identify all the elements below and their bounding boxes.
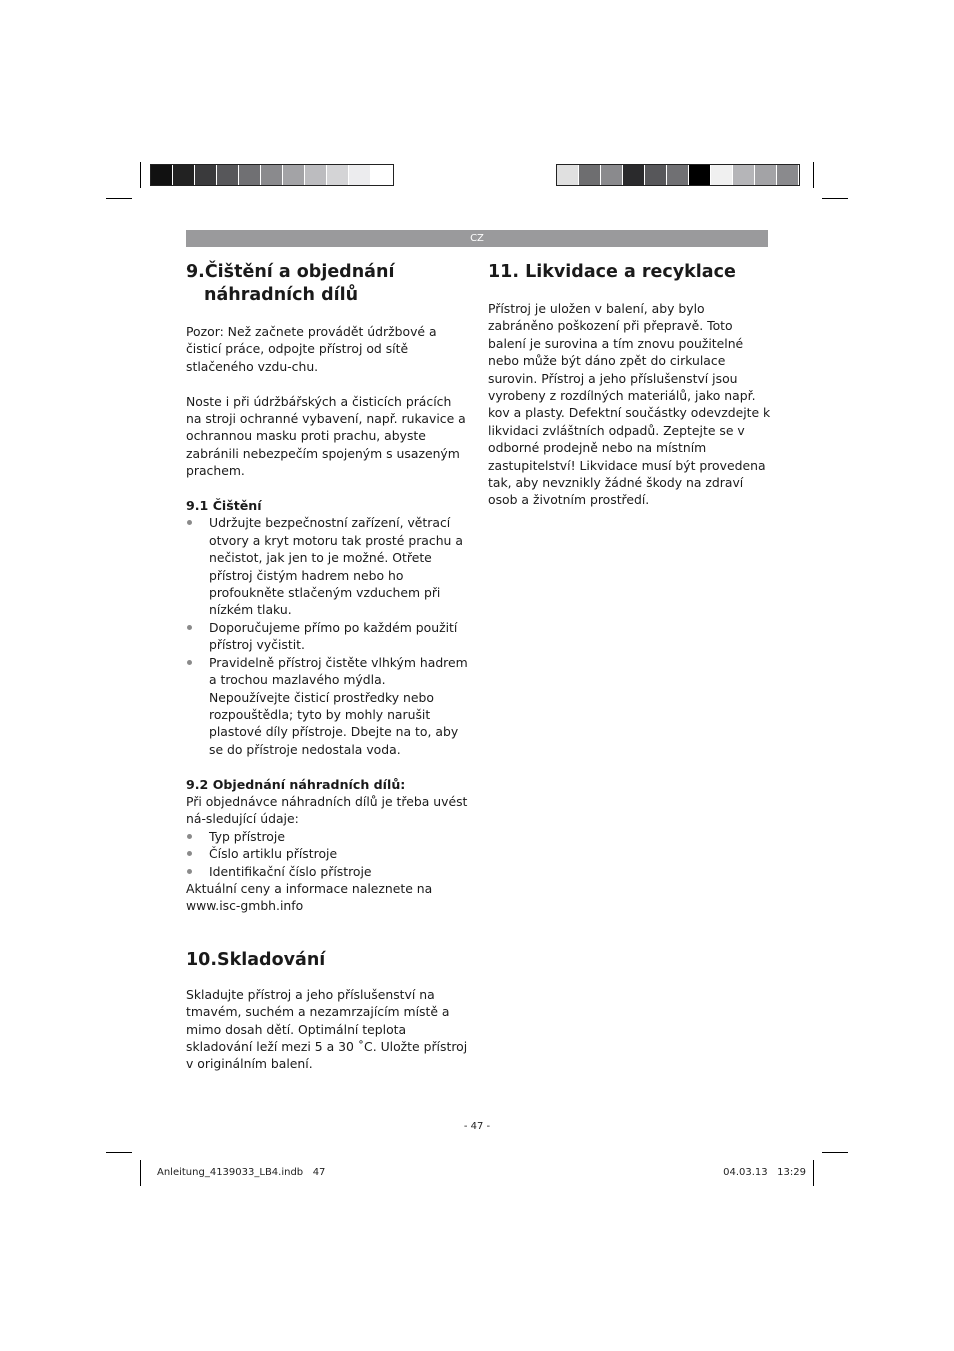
section-11-heading: 11. Likvidace a recyklace — [488, 262, 736, 282]
language-code: CZ — [470, 233, 484, 244]
color-swatch — [623, 165, 645, 185]
section-9-title-line1: 9.Čištění a objednání — [186, 262, 395, 282]
list-item: Pravidelně přístroj čistěte vlhkým hadrem a trochou mazlavého mýdla. Nepoužívejte čisticí prostředky nebo rozpouštědla; tyto by mohly narušit plastové díly přístroje. Dbejte na to, aby se do přístroje nedostala voda. — [186, 654, 470, 758]
footer-date: 04.03.13 13:29 — [723, 1167, 806, 1178]
language-bar — [186, 230, 768, 247]
color-calibration-strip-left — [150, 164, 394, 186]
prices-text: Aktuální ceny a informace naleznete na — [186, 880, 433, 896]
color-swatch — [371, 165, 393, 185]
section-9-heading — [186, 261, 470, 307]
section-10-heading: 10.Skladování — [186, 949, 326, 970]
color-swatch — [601, 165, 623, 185]
color-swatch — [557, 165, 579, 185]
color-swatch — [217, 165, 239, 185]
color-swatch — [711, 165, 733, 185]
page-number: - 47 - — [463, 1121, 491, 1132]
color-swatch — [579, 165, 601, 185]
crop-mark — [106, 1152, 132, 1153]
color-swatch — [283, 165, 305, 185]
disposal-text: Přístroj je uložen v balení, aby bylo zabráněno poškození při přepravě. Toto balení je surovina a tím znovu použitelné nebo může být dáno zpět do cirkulace surovin. Přístroj a jeho příslušenství jsou vyrobeny z rozdílných materiálů, jako např. kov a plasty. Defektní součástky odevzdejte k likvidaci zvláštních odpadů. Zeptejte se v odborné prodejně nebo na místním zastupitelství! Likvidace musí být provedena tak, aby nevznikly žádné škody na zdraví osob a životním prostředí. — [488, 301, 771, 508]
color-swatch — [755, 165, 777, 185]
color-swatch — [327, 165, 349, 185]
color-swatch — [151, 165, 173, 185]
protection-text: Noste i při údržbářských a čisticích prácích na stroji ochranné vybavení, např. rukavice a ochrannou masku proti prachu, abyste zabránili nebezpečím spojeným s usazeným prachem. — [186, 393, 466, 479]
storage-text: Skladujte přístroj a jeho příslušenství na tmavém, suchém a nezamrzajícím místě a mimo dosah dětí. Optimální teplota skladování leží mezi 5 a 30 ˚C. Uložte přístroj v originálním balení. — [186, 986, 468, 1072]
color-swatch — [349, 165, 371, 185]
right-column — [488, 261, 772, 509]
color-swatch — [733, 165, 755, 185]
crop-mark — [106, 198, 132, 199]
color-swatch — [195, 165, 217, 185]
color-swatch — [173, 165, 195, 185]
list-item: Udržujte bezpečnostní zařízení, větrací otvory a kryt motoru tak prosté prachu a nečistot, jak jen to je možné. Otřete přístroj čistým hadrem nebo ho profoukněte stlačeným vzduchem při nízkém tlaku. — [186, 514, 470, 618]
color-swatch — [305, 165, 327, 185]
left-column — [186, 261, 470, 1073]
website-link[interactable]: www.isc-gmbh.info — [186, 898, 304, 914]
color-swatch — [667, 165, 689, 185]
parts-intro-text: Při objednávce náhradních dílů je třeba uvést ná-sledující údaje: — [186, 793, 468, 827]
subsection-9-2-heading: 9.2 Objednání náhradních dílů: — [186, 776, 406, 792]
crop-mark — [813, 162, 814, 188]
crop-mark — [813, 1160, 814, 1186]
subsection-9-1-heading: 9.1 Čištění — [186, 498, 262, 514]
cleaning-list — [186, 514, 470, 758]
parts-list — [186, 828, 470, 880]
list-item: Číslo artiklu přístroje — [186, 845, 470, 862]
crop-mark — [140, 1160, 141, 1186]
footer-file-name: Anleitung_4139033_LB4.indb 47 — [157, 1167, 326, 1178]
warning-text: Pozor: Než začnete provádět údržbové a čisticí práce, odpojte přístroj od sítě stlačeného vzdu-chu. — [186, 324, 437, 374]
color-swatch — [239, 165, 261, 185]
crop-mark — [822, 1152, 848, 1153]
color-swatch — [261, 165, 283, 185]
section-9-title-line2: náhradních dílů — [204, 285, 359, 305]
crop-mark — [822, 198, 848, 199]
list-item: Identifikační číslo přístroje — [186, 863, 470, 880]
color-calibration-strip-right — [556, 164, 800, 186]
list-item: Typ přístroje — [186, 828, 470, 845]
color-swatch — [689, 165, 711, 185]
list-item: Doporučujeme přímo po každém použití přístroj vyčistit. — [186, 619, 470, 654]
color-swatch — [645, 165, 667, 185]
crop-mark — [140, 162, 141, 188]
color-swatch — [777, 165, 799, 185]
